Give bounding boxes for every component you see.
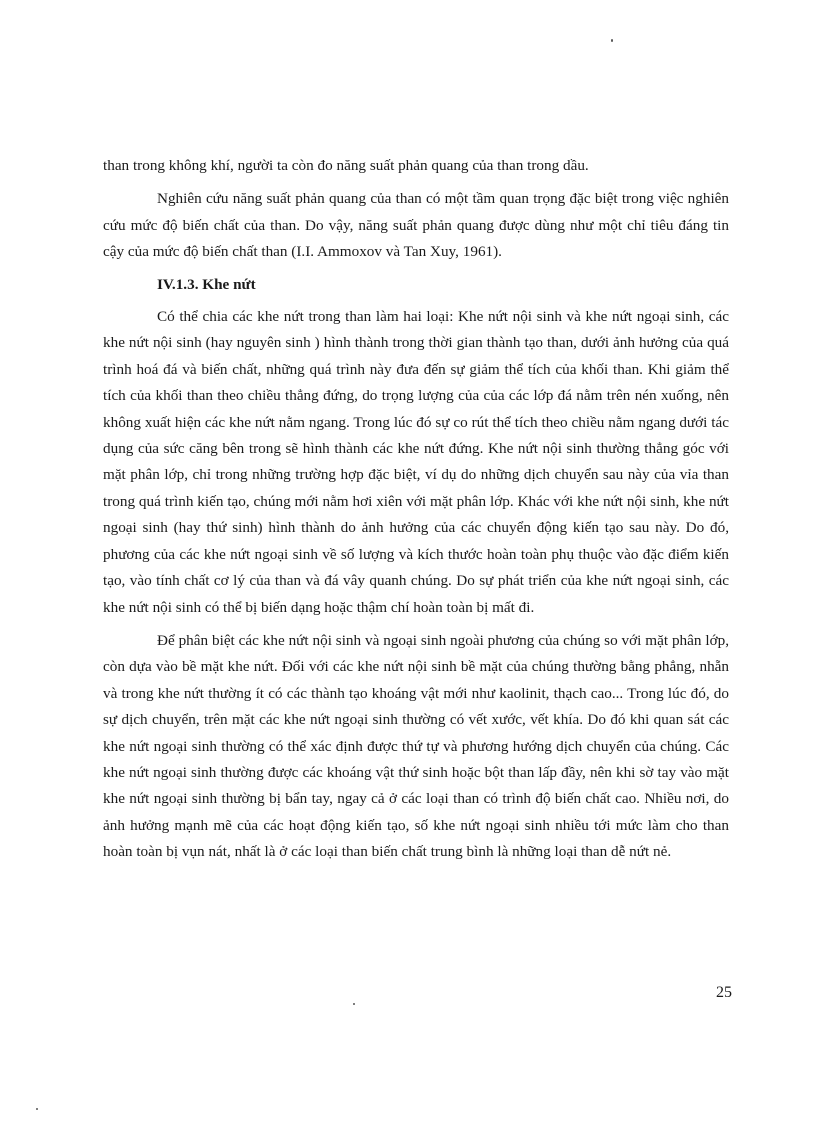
scan-speck bbox=[611, 39, 613, 42]
lead-paragraph: than trong không khí, người ta còn đo năng suất phản quang của than trong dầu. bbox=[103, 157, 589, 174]
section-heading: IV.1.3. Khe nứt bbox=[157, 275, 256, 293]
scan-speck bbox=[36, 1108, 38, 1110]
paragraph-crack-distinguish: Để phân biệt các khe nứt nội sinh và ngoại sinh ngoài phương của chúng so với mặt phân lớp, còn dựa vào bề mặt khe nứt. Đối với các khe nứt nội sinh bề mặt của chúng thường bằng phẳng, nhẵn và trong khe nứt thường ít có các thành tạo khoáng vật mới như kaolinit, thạch cao... Trong lúc đó, do sự dịch chuyển, trên mặt các khe nứt ngoại sinh thường có vết xước, vết khía. Do đó khi quan sát các khe nứt ngoại sinh thường có thể xác định được thứ tự và phương hướng dịch chuyển của chúng. Các khe nứt ngoại sinh thường được các khoáng vật thứ sinh hoặc bột than lấp đầy, nên khi sờ tay vào mặt khe nứt ngoại sinh thường bị bẩn tay, ngay cả ở các loại than có trình độ biến chất cao. Nhiều nơi, do ảnh hưởng mạnh mẽ của các hoạt động kiến tạo, số khe nứt ngoại sinh nhiều tới mức làm cho than hoàn toàn bị vụn nát, nhất là ở các loại than biến chất trung bình là những loại than dễ nứt nẻ. bbox=[103, 631, 729, 861]
scan-speck bbox=[353, 1003, 355, 1005]
paragraph-reflectance: Nghiên cứu năng suất phản quang của than có một tầm quan trọng đặc biệt trong việc nghiên cứu mức độ biến chất của than. Do vậy, năng suất phản quang được dùng như một chỉ tiêu đáng tin cậy của mức độ biến chất than (I.I. Ammoxov và Tan Xuy, 1961). bbox=[103, 190, 729, 261]
body-text bbox=[103, 153, 729, 866]
page-number: 25 bbox=[716, 984, 732, 1001]
paragraph-crack-types: Có thể chia các khe nứt trong than làm hai loại: Khe nứt nội sinh và khe nứt ngoại sinh, các khe nứt nội sinh (hay nguyên sinh ) hình thành trong thời gian thành tạo than, dưới ảnh hưởng của quá trình hoá đá và biến chất, những quá trình này đưa đến sự giảm thể tích của khối than. Khi giảm thể tích của khối than theo chiều thẳng đứng, do trọng lượng của của các lớp đá nằm trên nén xuống, nên không xuất hiện các khe nứt nằm ngang. Trong lúc đó sự co rút thể tích theo chiều nằm ngang dưới tác dụng của sức căng bên trong sẽ hình thành các khe nứt đứng. Khe nứt nội sinh thường thẳng góc với mặt phân lớp, chỉ trong những trường hợp đặc biệt, ví dụ do những dịch chuyển sau này của vỉa than trong quá trình kiến tạo, chúng mới nằm hơi xiên với mặt phân lớp. Khác với khe nứt nội sinh, khe nứt ngoại sinh (hay thứ sinh) hình thành do ảnh hưởng của các chuyển động kiến tạo sau này. Do đó, phương của các khe nứt ngoại sinh về số lượng và kích thước hoàn toàn phụ thuộc vào đặc điểm kiến tạo, vào tính chất cơ lý của than và đá vây quanh chúng. Do sự phát triển của khe nứt ngoại sinh, các khe nứt nội sinh có thể bị biến dạng hoặc thậm chí hoàn toàn bị mất đi. bbox=[103, 308, 729, 616]
